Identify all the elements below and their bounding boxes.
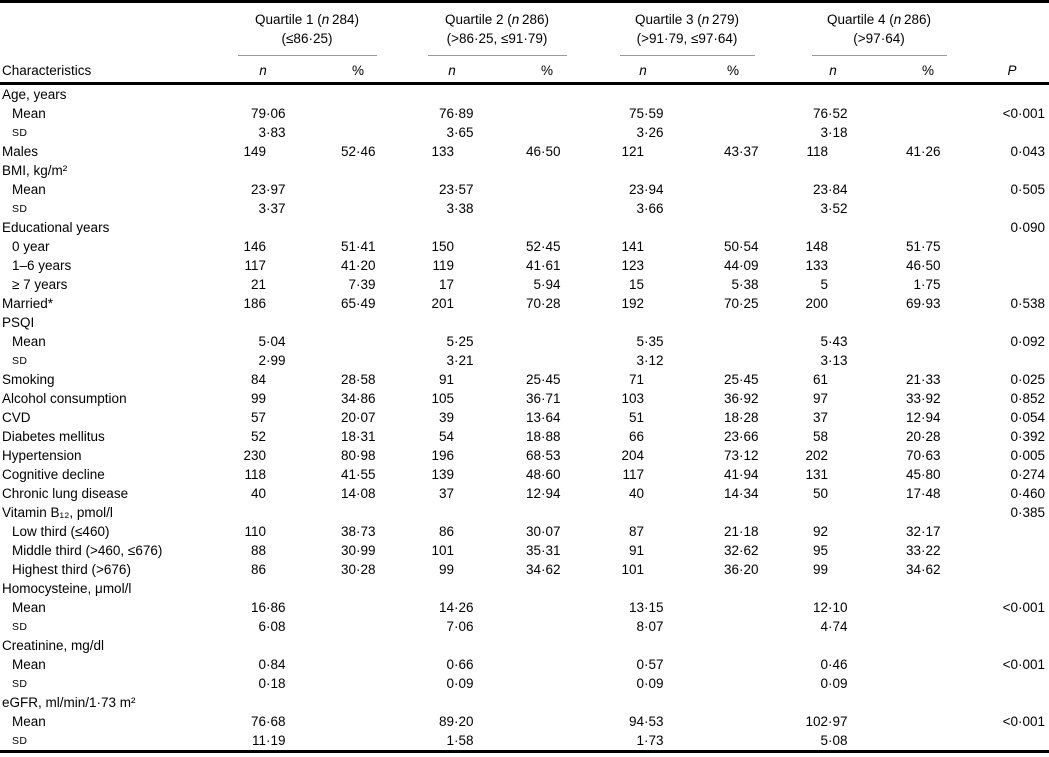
cell-q3-n: 51 [628,409,644,425]
cell-q1-pct: 30·99 [340,542,376,558]
cell-q1-n: 117 [244,257,266,273]
table-row [0,598,1049,617]
quartile-3-header: Quartile 3 (n 279) (>91·79, ≤97·64) [634,11,740,46]
row-label: Chronic lung disease [2,485,129,501]
row-label: Educational years [2,219,110,235]
table-row [0,370,1049,389]
cell-q4-n: 148 [805,238,828,254]
cell-q4-n: 133 [805,257,828,273]
cell-q4-n: 99 [812,561,828,577]
table-row [0,408,1049,427]
quartile-2-n-header: n [448,62,456,78]
cell-q1-n: 6·08 [258,618,286,634]
row-label: SD [12,354,28,367]
cell-q3-pct: 70·25 [723,295,759,311]
cell-q1-pct: 41·20 [340,257,376,273]
quartile-2-header: Quartile 2 (n 286) (>86·25, ≤91·79) [444,11,550,46]
cell-q1-n: 99 [250,390,266,406]
row-label: SD [12,620,28,633]
cell-q3-pct: 41·94 [723,466,759,482]
cell-q1-n: 0·18 [258,675,286,691]
row-label: SD [12,677,28,690]
cell-q2-n: 89·20 [438,713,474,729]
row-label: Creatinine, mg/dl [2,637,105,653]
cell-q2-n: 76·89 [438,105,474,121]
cell-q3-n: 5·35 [636,333,664,349]
cell-q4-pct: 32·17 [905,523,941,539]
row-label: Males [2,143,39,159]
row-label: Alcohol consumption [2,390,127,406]
cell-q2-n: 105 [431,390,454,406]
cell-q4-n: 3·18 [820,124,848,140]
row-label: Low third (≤460) [12,523,110,539]
row-label: Mean [12,333,46,349]
cell-p-value: 0·385 [1010,504,1045,520]
cell-q2-n: 3·38 [446,200,474,216]
quartile-1-range: (≤86·25) [281,30,333,46]
cell-q2-n: 3·21 [446,352,474,368]
cell-q1-n: 76·68 [250,713,286,729]
table-row [0,85,1049,104]
cell-q4-n: 131 [805,466,828,482]
table-row [0,275,1049,294]
cell-q3-n: 23·94 [628,181,664,197]
cell-q4-n: 5·43 [820,333,848,349]
cell-q2-n: 23·57 [438,181,474,197]
cell-q3-pct: 5·38 [731,276,759,292]
cell-q1-pct: 51·41 [340,238,376,254]
cell-q2-pct: 46·50 [525,143,561,159]
cell-q2-pct: 34·62 [525,561,561,577]
cell-q4-n: 5·08 [820,732,848,748]
quartile-4-header: Quartile 4 (n 286) (>97·64) [826,11,932,46]
quartile-4-underline [812,55,947,56]
p-column-header: P [1007,62,1017,78]
cell-q2-pct: 41·61 [525,257,561,273]
cell-q1-n: 149 [243,143,266,159]
cell-q4-n: 37 [812,409,828,425]
row-label: Vitamin B₁₂, pmol/l [2,504,113,520]
cell-q1-pct: 38·73 [340,523,376,539]
cell-q4-pct: 33·22 [905,542,941,558]
row-label: SD [12,126,28,139]
cell-q3-pct: 36·92 [723,390,759,406]
cell-q4-pct: 46·50 [905,257,941,273]
table-row [0,712,1049,731]
cell-q1-n: 3·83 [258,124,286,140]
quartile-3-pct-header: % [726,62,740,78]
cell-q2-n: 17 [438,276,454,292]
cell-q3-pct: 21·18 [723,523,759,539]
cell-q3-pct: 36·20 [723,561,759,577]
cell-q3-n: 8·07 [636,618,664,634]
cell-q4-n: 76·52 [812,105,848,121]
cell-q2-n: 37 [438,485,454,501]
cell-q2-n: 0·09 [446,675,474,691]
cell-q4-pct: 20·28 [905,428,941,444]
row-label: eGFR, ml/min/1·73 m² [2,694,136,710]
cell-q4-n: 4·74 [820,618,848,634]
cell-p-value: <0·001 [1002,599,1045,615]
cell-q4-n: 95 [812,542,828,558]
cell-q3-n: 3·12 [636,352,664,368]
cell-q1-n: 23·97 [250,181,286,197]
cell-p-value: 0·054 [1010,409,1045,425]
cell-q3-n: 15 [628,276,644,292]
row-label: PSQI [2,314,35,330]
cell-q4-pct: 34·62 [905,561,941,577]
cell-q1-n: 16·86 [250,599,286,615]
cell-q1-n: 0·84 [258,656,286,672]
table-row [0,484,1049,503]
table-row [0,104,1049,123]
cell-q1-n: 84 [250,371,266,387]
cell-q4-pct: 17·48 [905,485,941,501]
cell-q3-n: 121 [621,143,644,159]
cell-q1-n: 118 [244,466,266,482]
table-row [0,294,1049,313]
table-row [0,636,1049,655]
row-label: Age, years [2,86,67,102]
cell-q4-pct: 45·80 [905,466,941,482]
cell-q1-pct: 30·28 [340,561,376,577]
quartile-1-pct-header: % [351,62,365,78]
cell-q4-n: 97 [812,390,828,406]
cell-q3-n: 13·15 [628,599,664,615]
cell-q3-n: 40 [628,485,644,501]
row-label: Diabetes mellitus [2,428,105,444]
table-row [0,579,1049,598]
table-row [0,237,1049,256]
cell-q2-n: 91 [438,371,454,387]
row-label: CVD [2,409,31,425]
cell-p-value: 0·505 [1010,181,1045,197]
row-label: SD [12,202,28,215]
quartile-2-range: (>86·25, ≤91·79) [446,30,548,46]
cell-q3-pct: 50·54 [723,238,759,254]
cell-q2-n: 86 [438,523,454,539]
table-row [0,674,1049,693]
cell-q3-pct: 73·12 [723,447,759,463]
cell-q2-n: 14·26 [438,599,474,615]
table-row [0,199,1049,218]
cell-q3-pct: 23·66 [723,428,759,444]
cell-q2-pct: 52·45 [525,238,561,254]
cell-q2-n: 139 [431,466,454,482]
row-label: ≥ 7 years [12,276,68,292]
row-label: Mean [12,656,46,672]
cell-q4-n: 12·10 [812,599,848,615]
cell-q1-pct: 7·39 [348,276,376,292]
cell-q1-pct: 28·58 [340,371,376,387]
row-label: Middle third (>460, ≤676) [12,542,163,558]
table-row [0,617,1049,636]
table-row [0,256,1049,275]
cell-q2-n: 119 [432,257,454,273]
cell-q4-n: 3·13 [820,352,848,368]
cell-q4-pct: 33·92 [905,390,941,406]
cell-q1-n: 5·04 [258,333,286,349]
row-label: Smoking [2,371,55,387]
cell-q3-n: 192 [621,295,644,311]
table-row [0,560,1049,579]
quartile-1-n-header: n [259,62,267,78]
row-label: BMI, kg/m² [2,162,68,178]
cell-q2-pct: 70·28 [525,295,561,311]
table-row [0,218,1049,237]
table-header [0,3,1049,83]
cell-q4-pct: 70·63 [905,447,941,463]
table-row [0,180,1049,199]
table-row [0,446,1049,465]
table-row [0,522,1049,541]
cell-q1-pct: 41·55 [340,466,376,482]
row-label: Married* [2,295,54,311]
cell-q4-n: 0·09 [820,675,848,691]
cell-q2-n: 0·66 [446,656,474,672]
cell-q2-n: 133 [431,143,454,159]
cell-q2-pct: 35·31 [525,542,561,558]
cell-q4-n: 58 [812,428,828,444]
cell-q3-n: 117 [622,466,644,482]
row-label: Mean [12,105,46,121]
cell-p-value: 0·538 [1010,295,1045,311]
cell-q1-pct: 34·86 [340,390,376,406]
cell-q3-n: 103 [621,390,644,406]
cell-q4-pct: 51·75 [905,238,941,254]
quartile-1-underline [238,55,377,56]
table-row [0,503,1049,522]
cell-q1-n: 57 [250,409,266,425]
cell-q1-pct: 65·49 [340,295,376,311]
quartile-3-underline [620,55,755,56]
cell-q2-n: 54 [438,428,454,444]
cell-q4-n: 61 [812,371,828,387]
cell-q1-n: 186 [243,295,266,311]
cell-q3-n: 3·26 [636,124,664,140]
row-label: Highest third (>676) [12,561,131,577]
cell-q2-n: 101 [431,542,454,558]
characteristics-header: Characteristics [2,62,92,78]
table-row [0,142,1049,161]
cell-q2-pct: 25·45 [525,371,561,387]
cell-q1-n: 11·19 [251,732,286,748]
cell-q3-n: 141 [621,238,644,254]
table-row [0,161,1049,180]
cell-q3-pct: 43·37 [723,143,759,159]
cell-q4-n: 5 [820,276,828,292]
table-row [0,427,1049,446]
cell-q3-n: 0·09 [636,675,664,691]
cell-q3-n: 3·66 [636,200,664,216]
cell-q3-pct: 44·09 [723,257,759,273]
cell-q1-pct: 14·08 [340,485,376,501]
cell-p-value: 0·274 [1010,466,1045,482]
quartile-4-range: (>97·64) [853,30,905,46]
cell-q1-n: 230 [243,447,266,463]
cell-p-value: <0·001 [1002,105,1045,121]
cell-q2-pct: 12·94 [525,485,561,501]
cell-q1-n: 146 [243,238,266,254]
cell-q3-n: 87 [628,523,644,539]
cell-q3-n: 123 [621,257,644,273]
cell-q4-pct: 21·33 [905,371,941,387]
cell-q2-pct: 18·88 [525,428,561,444]
cell-q1-n: 21 [250,276,266,292]
cell-p-value: 0·090 [1010,219,1045,235]
cell-q2-pct: 48·60 [525,466,561,482]
cell-q3-n: 1·73 [636,732,664,748]
cell-q3-pct: 25·45 [723,371,759,387]
table-row [0,332,1049,351]
cell-q1-n: 88 [250,542,266,558]
cell-q2-n: 5·25 [446,333,474,349]
cell-p-value: <0·001 [1002,713,1045,729]
cell-p-value: 0·092 [1010,333,1045,349]
cell-q2-n: 201 [431,295,454,311]
table-row [0,465,1049,484]
cell-q3-n: 0·57 [636,656,664,672]
cell-q3-n: 66 [628,428,644,444]
row-label: Mean [12,599,46,615]
cell-p-value: <0·001 [1002,656,1045,672]
cell-q1-pct: 52·46 [340,143,376,159]
cell-p-value: 0·852 [1010,390,1045,406]
cell-q4-n: 3·52 [820,200,848,216]
row-label: 0 year [12,238,50,254]
table-row [0,655,1049,674]
cell-q2-pct: 68·53 [525,447,561,463]
cell-q1-n: 110 [244,523,266,539]
cell-q4-n: 92 [812,523,828,539]
cell-q2-pct: 36·71 [525,390,561,406]
table-row [0,351,1049,370]
quartile-4-n-header: n [829,62,837,78]
cell-q3-n: 101 [621,561,644,577]
cell-q1-n: 86 [250,561,266,577]
cell-q2-n: 99 [438,561,454,577]
cell-p-value: 0·460 [1010,485,1045,501]
cell-q3-n: 204 [621,447,644,463]
table-body [0,85,1049,750]
cell-q1-pct: 80·98 [340,447,376,463]
cell-q2-n: 3·65 [446,124,474,140]
row-label: Hypertension [2,447,82,463]
table-row [0,389,1049,408]
quartile-1-header: Quartile 1 (n 284) (≤86·25) [254,11,360,46]
row-label: Mean [12,181,46,197]
row-label: 1–6 years [12,257,72,273]
table-row [0,541,1049,560]
cell-q3-n: 91 [628,542,644,558]
row-label: Cognitive decline [2,466,105,482]
cell-q1-n: 3·37 [258,200,286,216]
cell-p-value: 0·392 [1010,428,1045,444]
cell-q4-n: 50 [812,485,828,501]
cell-q1-n: 52 [250,428,266,444]
cell-p-value: 0·005 [1010,447,1045,463]
cell-q4-pct: 12·94 [905,409,941,425]
row-label: Mean [12,713,46,729]
cell-q1-pct: 20·07 [340,409,376,425]
cell-q2-n: 7·06 [446,618,474,634]
table-row [0,693,1049,712]
cell-q4-n: 200 [805,295,828,311]
cell-q3-n: 75·59 [628,105,664,121]
cell-q4-pct: 1·75 [913,276,941,292]
cell-q3-n: 94·53 [628,713,664,729]
cell-q2-n: 150 [431,238,454,254]
table-row [0,313,1049,332]
cell-q4-n: 202 [805,447,828,463]
cell-q4-n: 0·46 [820,656,848,672]
cell-q3-pct: 18·28 [723,409,759,425]
quartile-2-underline [428,55,567,56]
cell-q2-n: 196 [431,447,454,463]
table-row [0,731,1049,750]
cell-q4-n: 118 [806,143,828,159]
cell-q3-n: 71 [628,371,644,387]
cell-q4-pct: 41·26 [905,143,941,159]
cell-q2-pct: 30·07 [525,523,561,539]
cell-q2-n: 1·58 [446,732,474,748]
row-label: Homocysteine, μmol/l [2,580,132,596]
cell-p-value: 0·043 [1010,143,1045,159]
quartile-3-range: (>91·79, ≤97·64) [636,30,738,46]
cell-q2-pct: 5·94 [533,276,561,292]
cell-q2-pct: 13·64 [525,409,561,425]
cell-q4-pct: 69·93 [905,295,941,311]
cell-q3-pct: 14·34 [723,485,759,501]
cell-q1-n: 2·99 [258,352,286,368]
cell-p-value: 0·025 [1010,371,1045,387]
cell-q1-n: 79·06 [250,105,286,121]
cell-q4-n: 23·84 [812,181,848,197]
table-row [0,123,1049,142]
table-bottom-rule [0,750,1049,753]
cell-q2-n: 39 [438,409,454,425]
cell-q4-n: 102·97 [805,713,848,729]
quartile-2-pct-header: % [540,62,554,78]
cell-q1-n: 40 [250,485,266,501]
cell-q3-pct: 32·62 [723,542,759,558]
row-label: SD [12,734,28,747]
cell-q1-pct: 18·31 [340,428,376,444]
quartile-4-pct-header: % [921,62,935,78]
quartile-3-n-header: n [639,62,647,78]
